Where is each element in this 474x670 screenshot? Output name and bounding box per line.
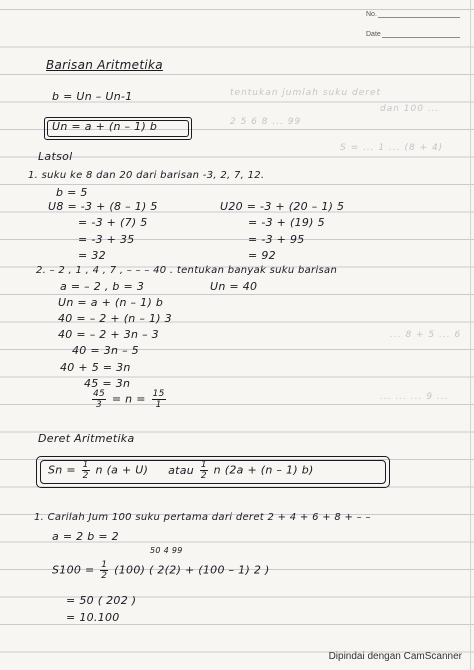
atau-text: atau [168,463,195,477]
ex3-s100-superscripts: 50 4 99 [150,546,183,555]
ex2-result-fraction: $\frac{15}{1}$ [152,389,165,410]
ex3-question: 1. Carilah Jum 100 suku pertama dari deret 2 + 4 + 6 + 8 + – – [34,512,371,523]
s100-expression: (100) ( 2(2) + (100 – 1) 2 ) [114,563,270,577]
ex3-given: a = 2 b = 2 [52,530,119,543]
ex2-step-6: 45 = 3n [84,377,131,390]
ex2-un-value: Un = 40 [210,280,258,293]
deret-title: Deret Aritmetika [38,432,135,445]
ex2-step-5: 40 + 5 = 3n [60,361,131,374]
page-title: Barisan Aritmetika [46,58,163,72]
latsol-heading: Latsol [38,150,73,163]
half-fraction-2: $\frac{1}{2}$ [200,460,207,481]
ex2-given: a = – 2 , b = 3 [60,280,145,293]
ex1-u8-line2: = -3 + (7) 5 [78,216,148,229]
sn-label: Sn = [48,463,76,477]
bleed-through-text: ... 8 + 5 ... 6 [390,330,462,340]
ex1-u8-line4: = 32 [78,249,106,262]
bleed-through-text: S = ... 1 ... (8 + 4) [340,143,444,153]
ex1-question: 1. suku ke 8 dan 20 dari barisan -3, 2, 7, 12. [28,170,265,181]
header-date-label: Date [366,31,381,38]
header-date-line [382,37,460,38]
header-no-label: No. [366,11,377,18]
ex1-u20-line4: = 92 [248,249,276,262]
ex2-step-3: 40 = – 2 + 3n – 3 [58,328,159,341]
bleed-through-text: tentukan jumlah suku deret [230,88,382,98]
s100-half-fraction: $\frac{1}{2}$ [101,560,108,581]
ex3-step-2: = 50 ( 202 ) [66,594,137,607]
s100-label: S100 = [52,563,95,577]
bleed-through-text: 2 5 6 8 ... 99 [230,117,302,127]
ex2-final-equals: = n = [111,392,146,406]
sn-form-1: n (a + U) [95,463,149,477]
ex2-step-4: 40 = 3n – 5 [72,344,139,357]
ex1-u20-line1: U20 = -3 + (20 – 1) 5 [220,200,345,213]
ex3-step-3: = 10.100 [66,611,120,624]
page-margin-line [470,0,471,670]
formula-un: Un = a + (n – 1) b [52,120,158,133]
ex1-u8-line3: = -3 + 35 [78,233,135,246]
half-fraction: $\frac{1}{2}$ [82,460,89,481]
ex2-final-line [90,389,168,410]
deret-formula [48,460,314,481]
ex2-question: 2. – 2 , 1 , 4 , 7 , – – – 40 . tentukan banyak suku barisan [36,265,338,276]
sn-form-2: n (2a + (n – 1) b) [213,463,314,477]
ex1-u20-line2: = -3 + (19) 5 [248,216,325,229]
ex2-step-1: Un = a + (n – 1) b [58,296,164,309]
ex1-b-value: b = 5 [56,186,88,199]
bleed-through-text: dan 100 ... [380,104,440,114]
ex2-step-2: 40 = – 2 + (n – 1) 3 [58,312,172,325]
formula-b: b = Un – Un-1 [52,90,133,103]
camscanner-watermark: Dipindai dengan CamScanner [328,651,462,662]
header-no-line [378,17,460,18]
ex1-u20-line3: = -3 + 95 [248,233,305,246]
ex1-u8-line1: U8 = -3 + (8 – 1) 5 [48,200,158,213]
ex3-s100-line [52,560,270,581]
ex2-final-fraction: $\frac{45}{3}$ [93,389,106,410]
bleed-through-text: ... ... ... 9 ... [380,392,449,402]
